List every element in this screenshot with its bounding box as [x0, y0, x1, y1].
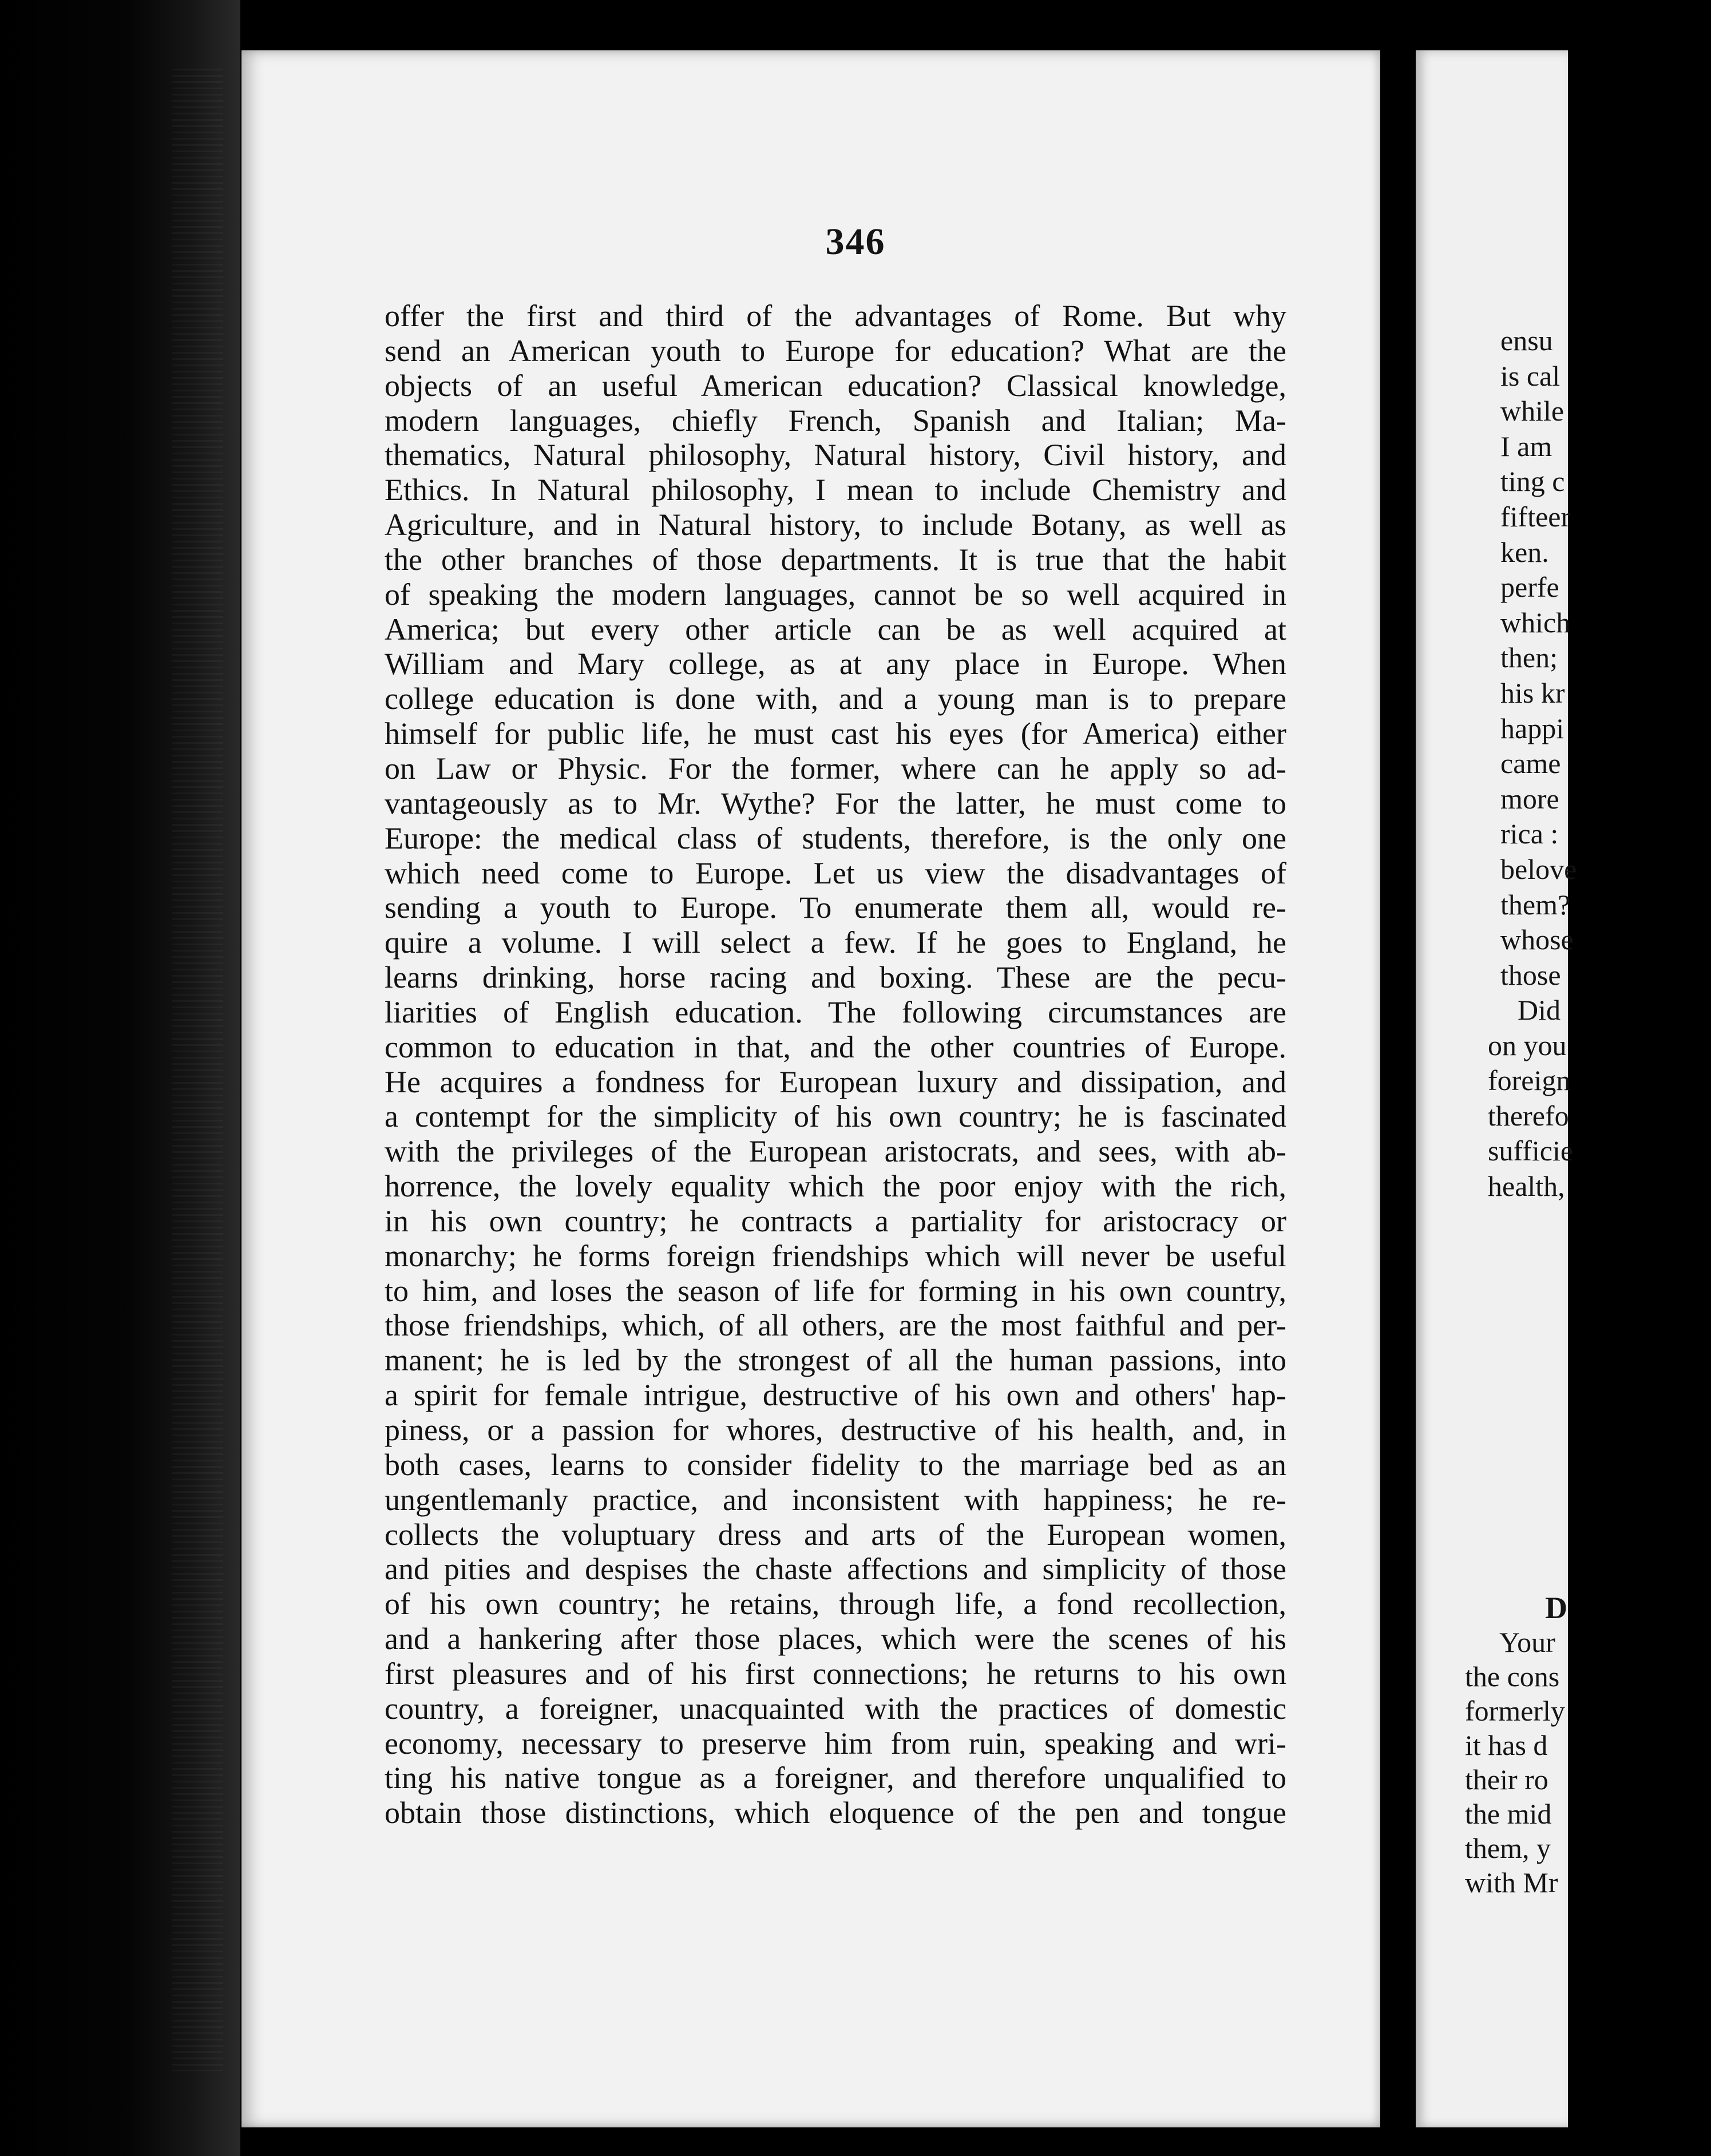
fragment-line: the cons [1465, 1660, 1560, 1693]
fragment-line: the mid [1465, 1798, 1552, 1830]
text-line: college education is done with, and a young man is to prepare [385, 681, 1286, 716]
fragment-line: Did [1518, 994, 1561, 1026]
text-line: of speaking the modern languages, cannot be so well acquired in [385, 577, 1286, 612]
text-line: which need come to Europe. Let us view the disadvantages of [385, 855, 1286, 890]
left-page-body-text [385, 299, 1286, 1830]
text-line: to him, and loses the season of life for forming in his own country, [385, 1273, 1286, 1308]
text-line: a spirit for female intrigue, destructive of his own and others' hap- [385, 1378, 1286, 1413]
fragment-line: rica : [1500, 818, 1559, 850]
text-line: piness, or a passion for whores, destructive of his health, and, in [385, 1413, 1286, 1447]
fragment-line: while [1500, 395, 1565, 427]
fragment-line: them? [1500, 888, 1571, 921]
fragment-line: his kr [1500, 676, 1565, 709]
text-line: obtain those distinctions, which eloquence of the pen and tongue [385, 1796, 1286, 1830]
fragment-line: belove [1500, 853, 1577, 885]
text-line: send an American youth to Europe for education? What are the [385, 333, 1286, 368]
text-line: ungentlemanly practice, and inconsistent with happiness; he re- [385, 1482, 1286, 1517]
text-line: monarchy; he forms foreign friendships which will never be useful [385, 1238, 1286, 1273]
text-line: those friendships, which, of all others, are the most faithful and per- [385, 1308, 1286, 1343]
fragment-line: those [1500, 958, 1561, 991]
fragment-line: happi [1500, 712, 1565, 744]
text-line: and a hankering after those places, which were the scenes of his [385, 1622, 1286, 1656]
fragment-line: fifteer [1500, 500, 1571, 533]
fragment-line: their ro [1465, 1763, 1548, 1796]
fragment-line: whose [1500, 924, 1574, 956]
fragment-line: ken. [1500, 536, 1549, 568]
text-line: collects the voluptuary dress and arts of the European women, [385, 1517, 1286, 1552]
text-line: with the privileges of the European aristocrats, and sees, with ab- [385, 1134, 1286, 1169]
fragment-line: D [1545, 1591, 1567, 1625]
right-page-fragment-top [1500, 323, 1577, 993]
fragment-line: sufficie [1488, 1135, 1574, 1167]
text-line: of his own country; he retains, through life, a fond recollection, [385, 1587, 1286, 1622]
fragment-line: them, y [1465, 1832, 1551, 1864]
text-line: first pleasures and of his first connections; he returns to his own [385, 1656, 1286, 1691]
text-line: horrence, the lovely equality which the poor enjoy with the rich, [385, 1169, 1286, 1204]
text-line: on Law or Physic. For the former, where can he apply so ad- [385, 751, 1286, 786]
right-page-fragment-indented [1488, 993, 1573, 1204]
text-line: in his own country; he contracts a partiality for aristocracy or [385, 1203, 1286, 1238]
text-line: the other branches of those departments. It is true that the habit [385, 542, 1286, 577]
fragment-line: ensu [1500, 324, 1553, 356]
text-line: sending a youth to Europe. To enumerate them all, would re- [385, 890, 1286, 925]
text-line: modern languages, chiefly French, Spanish and Italian; Ma- [385, 403, 1286, 438]
text-line: William and Mary college, as at any place in Europe. When [385, 647, 1286, 681]
text-line: Europe: the medical class of students, therefore, is the only one [385, 821, 1286, 855]
text-line: offer the first and third of the advantages of Rome. But why [385, 299, 1286, 333]
text-line: quire a volume. I will select a few. If he goes to England, he [385, 925, 1286, 960]
text-line: a contempt for the simplicity of his own country; he is fascinated [385, 1099, 1286, 1134]
fragment-line: health, [1488, 1170, 1565, 1202]
text-line: He acquires a fondness for European luxury and dissipation, and [385, 1064, 1286, 1099]
fragment-line: perfe [1500, 571, 1559, 604]
text-line: both cases, learns to consider fidelity to the marriage bed as an [385, 1447, 1286, 1482]
text-line: Ethics. In Natural philosophy, I mean to include Chemistry and [385, 473, 1286, 508]
fragment-line: formerly [1465, 1695, 1565, 1727]
fragment-line: is cal [1500, 359, 1561, 392]
page-number: 346 [825, 221, 886, 263]
text-line: ting his native tongue as a foreigner, and therefore unqualified to [385, 1761, 1286, 1796]
fragment-line: therefo [1488, 1099, 1569, 1132]
text-line: common to education in that, and the other countries of Europe. [385, 1029, 1286, 1064]
fragment-line: foreign [1488, 1064, 1571, 1097]
fragment-line: I am [1500, 430, 1552, 462]
text-line: objects of an useful American education? Classical knowledge, [385, 368, 1286, 403]
text-line: learns drinking, horse racing and boxing. These are the pecu- [385, 960, 1286, 995]
text-line: and pities and despises the chaste affections and simplicity of those [385, 1552, 1286, 1587]
fragment-line: which [1500, 606, 1571, 639]
book-edge-shadow [0, 0, 240, 2156]
right-page-fragment-bottom [1465, 1591, 1567, 1900]
text-line: America; but every other article can be as well acquired at [385, 612, 1286, 647]
text-line: thematics, Natural philosophy, Natural history, Civil history, and [385, 438, 1286, 473]
text-line: himself for public life, he must cast his eyes (for America) either [385, 716, 1286, 751]
fragment-line: Your [1499, 1626, 1555, 1658]
text-line: economy, necessary to preserve him from ruin, speaking and wri- [385, 1726, 1286, 1761]
fragment-line: on you [1488, 1029, 1567, 1061]
text-line: Agriculture, and in Natural history, to include Botany, as well as [385, 508, 1286, 542]
fragment-line: more [1500, 782, 1559, 815]
fragment-line: with Mr [1465, 1866, 1558, 1899]
fragment-line: ting c [1500, 465, 1565, 498]
text-line: country, a foreigner, unacquainted with the practices of domestic [385, 1691, 1286, 1726]
text-line: manent; he is led by the strongest of all the human passions, into [385, 1343, 1286, 1378]
book-gutter [1380, 0, 1416, 2156]
text-line: vantageously as to Mr. Wythe? For the latter, he must come to [385, 786, 1286, 821]
text-line: liarities of English education. The following circumstances are [385, 994, 1286, 1029]
fragment-line: then; [1500, 641, 1558, 674]
fragment-line: came [1500, 747, 1561, 780]
fragment-line: it has d [1465, 1729, 1548, 1761]
